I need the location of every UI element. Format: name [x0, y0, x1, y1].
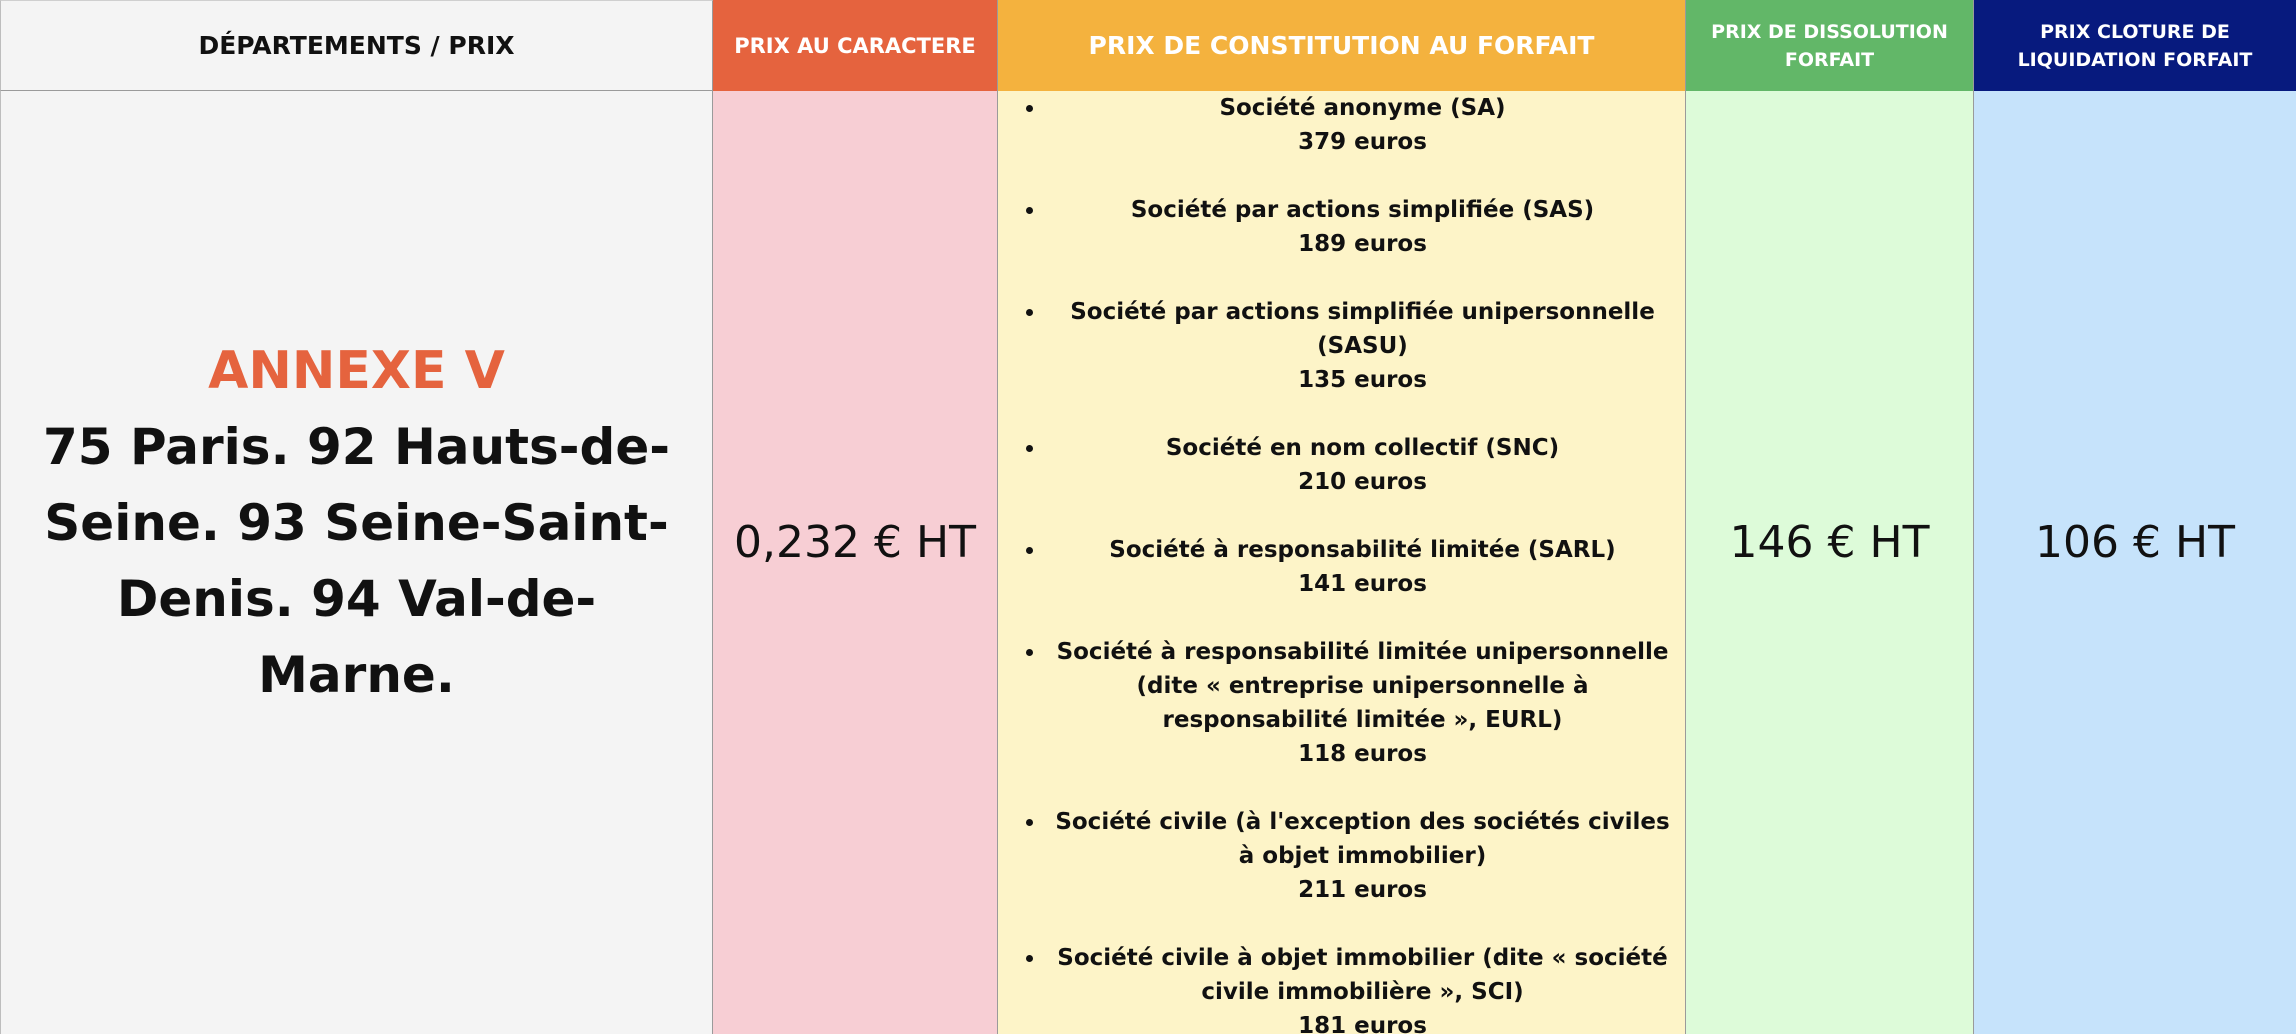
forme-juridique-item: [998, 91, 1685, 159]
forme-juridique-price: 379 euros: [1298, 129, 1427, 155]
forme-juridique-item: [998, 295, 1685, 397]
forme-juridique-item: [998, 805, 1685, 907]
forme-juridique-price: 181 euros: [1298, 1013, 1427, 1034]
forme-juridique-name: Société anonyme (SA): [1219, 95, 1506, 121]
forme-juridique-price: 135 euros: [1298, 367, 1427, 393]
forme-juridique-item: [998, 431, 1685, 499]
header-prix-de-constitution: PRIX DE CONSTITUTION AU FORFAIT: [998, 0, 1686, 91]
forme-juridique-name: Société en nom collectif (SNC): [1165, 435, 1560, 461]
bullet-icon: [1026, 649, 1033, 656]
bullet-icon: [1026, 819, 1033, 826]
header-prix-au-caractere: PRIX AU CARACTERE: [713, 0, 998, 91]
prix-caractere-value: 0,232 € HT: [713, 91, 998, 1034]
forme-juridique-price: 118 euros: [1298, 741, 1427, 767]
forme-juridique-price: 189 euros: [1298, 231, 1427, 257]
header-prix-cloture-liquidation: PRIX CLOTURE DE LIQUIDATION FORFAIT: [1974, 0, 2296, 91]
forme-juridique-item: [998, 941, 1685, 1034]
forme-juridique-price: 210 euros: [1298, 469, 1427, 495]
forme-juridique-price: 141 euros: [1298, 571, 1427, 597]
forme-juridique-list: [998, 91, 1685, 1034]
forme-juridique-name: Société à responsabilité limitée (SARL): [1109, 537, 1616, 563]
forme-juridique-name: Société civile (à l'exception des sociétés civiles à objet immobilier): [1055, 809, 1670, 869]
bullet-icon: [1026, 105, 1033, 112]
annexe-title: ANNEXE V: [208, 340, 505, 401]
header-departements-prix: DÉPARTEMENTS / PRIX: [0, 0, 713, 91]
forme-juridique-price: 211 euros: [1298, 877, 1427, 903]
header-prix-de-dissolution: PRIX DE DISSOLUTION FORFAIT: [1686, 0, 1974, 91]
bullet-icon: [1026, 955, 1033, 962]
departements-cell: [0, 91, 713, 1034]
constitution-cell: [998, 91, 1686, 1034]
forme-juridique-name: Société par actions simplifiée (SAS): [1130, 197, 1595, 223]
prix-cloture-value: 106 € HT: [1974, 91, 2296, 1034]
prix-dissolution-value: 146 € HT: [1686, 91, 1974, 1034]
forme-juridique-item: [998, 193, 1685, 261]
forme-juridique-name: Société par actions simplifiée unipersonnelle (SASU): [1070, 299, 1655, 359]
forme-juridique-name: Société à responsabilité limitée unipersonnelle (dite « entreprise unipersonnelle à responsabilité limitée », EURL): [1056, 639, 1669, 733]
forme-juridique-item: [998, 635, 1685, 771]
bullet-icon: [1026, 547, 1033, 554]
forme-juridique-item: [998, 533, 1685, 601]
bullet-icon: [1026, 309, 1033, 316]
bullet-icon: [1026, 207, 1033, 214]
bullet-icon: [1026, 445, 1033, 452]
departements-list: 75 Paris. 92 Hauts-de-Seine. 93 Seine-Saint-Denis. 94 Val-de-Marne.: [42, 417, 671, 704]
forme-juridique-name: Société civile à objet immobilier (dite « société civile immobilière », SCI): [1057, 945, 1668, 1005]
